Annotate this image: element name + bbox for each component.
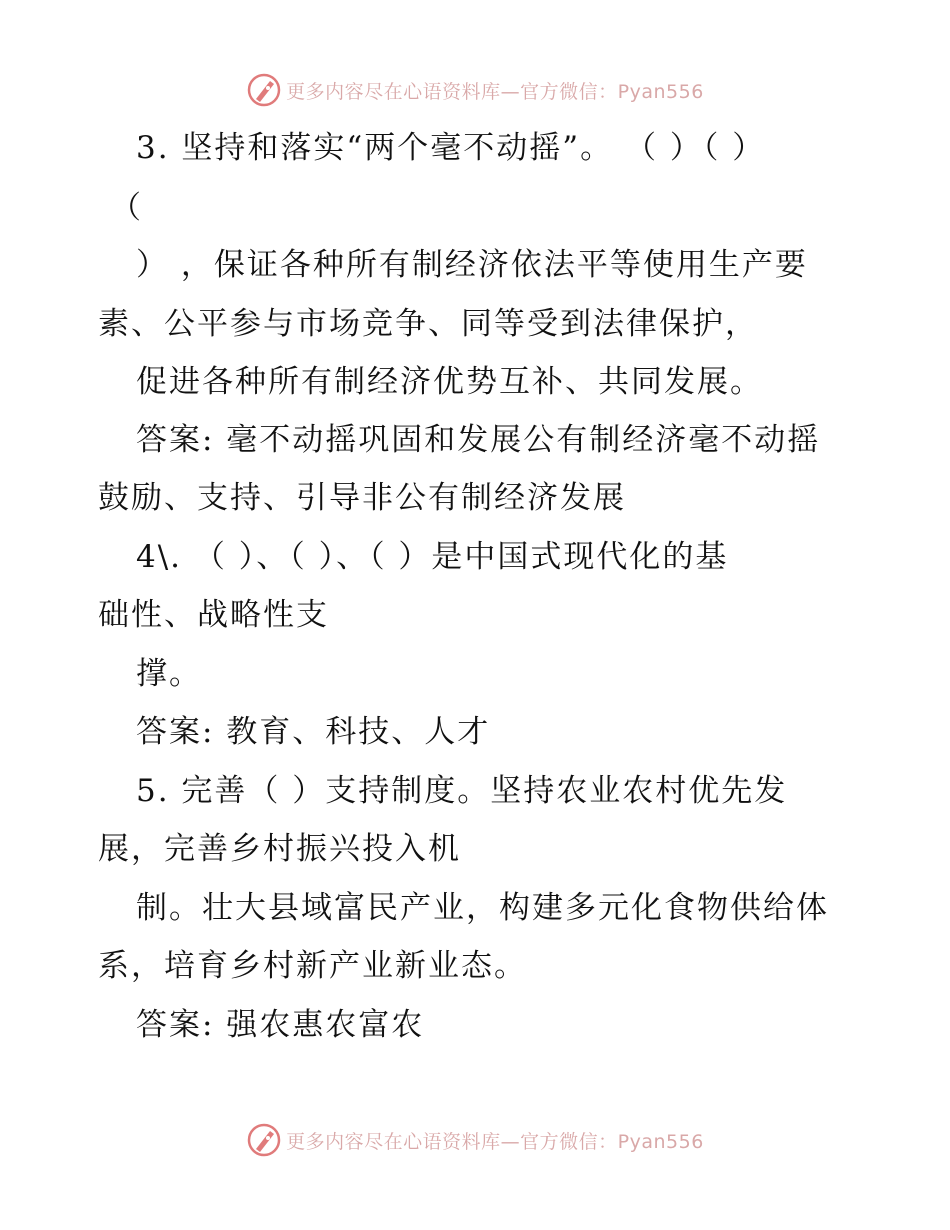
question-4-line-1: 4\. （ ）、（ ）、（ ）是中国式现代化的基 — [136, 539, 729, 575]
banner-text: 更多内容尽在心语资料库—官方微信：Pyan556 — [286, 1130, 704, 1153]
answer-3-line-2: 鼓励、支持、引导非公有制经济发展 — [98, 480, 626, 516]
pen-logo-icon — [246, 72, 282, 108]
question-3-line-4: 素、公平参与市场竞争、同等受到法律保护， — [98, 306, 758, 342]
question-4-line-2: 础性、战略性支 — [98, 597, 329, 633]
question-4-line-3: 撑。 — [136, 656, 202, 692]
banner-text: 更多内容尽在心语资料库—官方微信：Pyan556 — [286, 80, 704, 103]
question-3-line-5: 促进各种所有制经济优势互补、共同发展。 — [136, 364, 763, 400]
answer-3-line-1: 答案: 毫不动摇巩固和发展公有制经济毫不动摇 — [136, 422, 821, 458]
question-5-line-3: 制。壮大县域富民产业，构建多元化食物供给体 — [136, 890, 829, 926]
footer-banner — [0, 1120, 950, 1160]
question-5-line-2: 展，完善乡村振兴投入机 — [98, 831, 461, 867]
pen-logo-icon — [246, 1122, 282, 1158]
answer-5: 答案: 强农惠农富农 — [136, 1007, 425, 1043]
question-5-line-1: 5. 完善（ ）支持制度。坚持农业农村优先发 — [136, 773, 788, 809]
question-3-line-3: ） ，保证各种所有制经济依法平等使用生产要 — [136, 247, 808, 283]
question-3-line-2: （ — [110, 190, 143, 226]
header-banner — [0, 70, 950, 110]
question-5-line-4: 系，培育乡村新产业新业态。 — [98, 948, 527, 984]
question-3-line-1: 3. 坚持和落实“两个毫不动摇”。 （ ）（ ） — [136, 130, 766, 166]
answer-4: 答案: 教育、科技、人才 — [136, 714, 491, 750]
